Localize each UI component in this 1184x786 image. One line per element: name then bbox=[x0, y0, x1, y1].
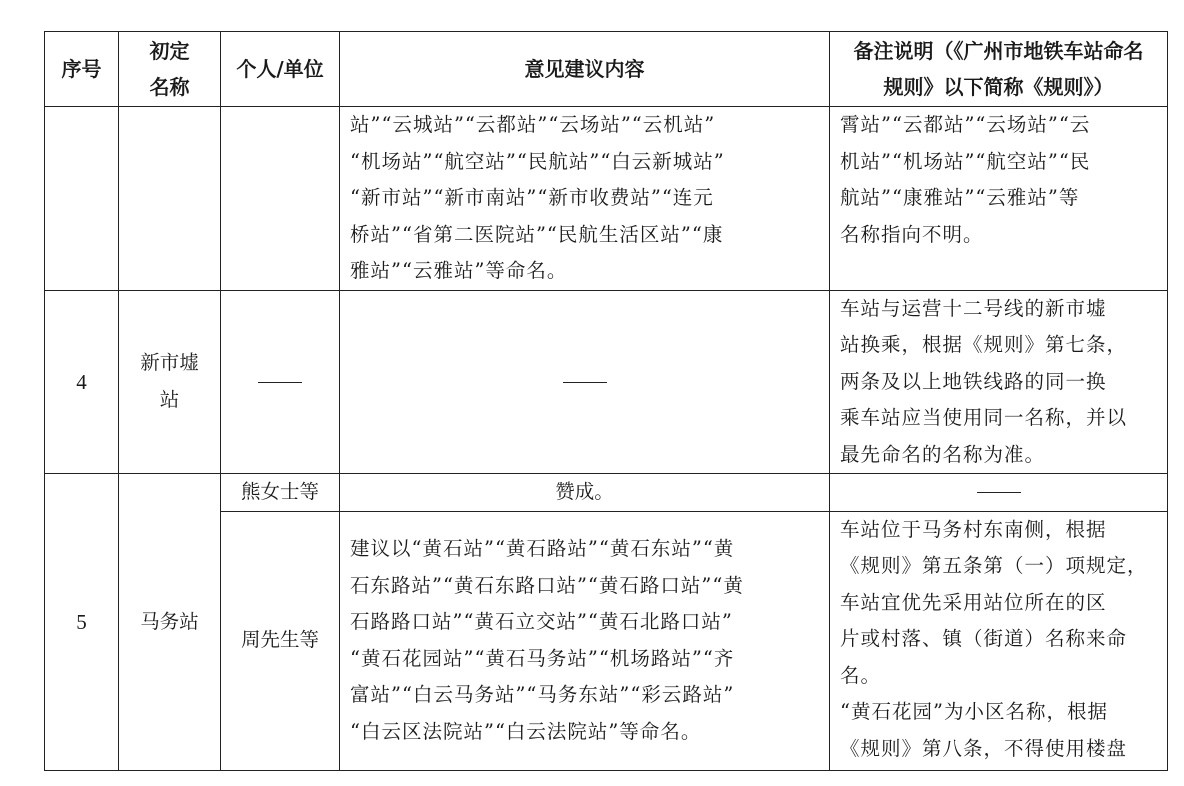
cell-person: 熊女士等 bbox=[221, 474, 340, 512]
opinion-table bbox=[44, 31, 1168, 771]
cell-note bbox=[830, 511, 1168, 770]
table-row bbox=[45, 107, 1168, 291]
opinion-line: “新市站”“新市南站”“新市收费站”“连元 bbox=[350, 186, 714, 209]
cell-opinion: 赞成。 bbox=[340, 474, 830, 512]
cell-opinion bbox=[340, 107, 830, 291]
cell-person: 周先生等 bbox=[221, 511, 340, 770]
header-note-line1: 备注说明（《广州市地铁车站命名 bbox=[853, 39, 1144, 63]
note-line: 《规则》第八条，不得使用楼盘 bbox=[840, 736, 1128, 760]
note-line: “黄石花园”为小区名称，根据 bbox=[840, 700, 1108, 723]
opinion-line: 雅站”“云雅站”等命名。 bbox=[350, 259, 568, 282]
cell-note bbox=[830, 107, 1168, 291]
cell-note bbox=[830, 290, 1168, 474]
dash-placeholder bbox=[258, 382, 302, 383]
header-name-line1: 初定 bbox=[149, 39, 190, 63]
header-name-line2: 名称 bbox=[149, 75, 190, 99]
cell-note bbox=[830, 474, 1168, 512]
note-line: 乘车站应当使用同一名称，并以 bbox=[840, 406, 1128, 429]
note-line: 两条及以上地铁线路的同一换 bbox=[840, 369, 1107, 393]
cell-person bbox=[221, 107, 340, 291]
note-line: 霄站”“云都站”“云场站”“云 bbox=[840, 113, 1091, 136]
cell-seq bbox=[45, 107, 119, 291]
header-seq: 序号 bbox=[45, 32, 119, 107]
cell-opinion bbox=[340, 290, 830, 474]
header-name bbox=[119, 32, 221, 107]
note-line: 车站与运营十二号线的新市墟 bbox=[840, 296, 1107, 320]
note-line: 航站”“康雅站”“云雅站”等 bbox=[840, 186, 1080, 209]
note-line: 名。 bbox=[840, 663, 882, 687]
dash-placeholder bbox=[563, 382, 607, 383]
opinion-line: 石东路站”“黄石东路口站”“黄石路口站”“黄 bbox=[350, 573, 744, 597]
table-row bbox=[45, 290, 1168, 474]
note-line: 名称指向不明。 bbox=[840, 222, 984, 246]
table-row bbox=[45, 474, 1168, 512]
opinion-line: 站”“云城站”“云都站”“云场站”“云机站” bbox=[350, 113, 716, 136]
dash-placeholder bbox=[977, 492, 1021, 493]
opinion-line: “黄石花园站”“黄石马务站”“机场路站”“齐 bbox=[350, 646, 735, 670]
cell-seq: 4 bbox=[45, 290, 119, 474]
opinion-line: 建议以“黄石站”“黄石路站”“黄石东站”“黄 bbox=[350, 537, 735, 560]
cell-person bbox=[221, 290, 340, 474]
opinion-line: “机场站”“航空站”“民航站”“白云新城站” bbox=[350, 149, 725, 173]
note-line: 机站”“机场站”“航空站”“民 bbox=[840, 149, 1091, 173]
header-person: 个人/单位 bbox=[221, 32, 340, 107]
note-line: 最先命名的名称为准。 bbox=[840, 442, 1046, 466]
name-line1: 新市墟 bbox=[140, 351, 199, 375]
cell-opinion bbox=[340, 511, 830, 770]
header-row bbox=[45, 32, 1168, 107]
note-line: 车站位于马务村东南侧，根据 bbox=[840, 517, 1107, 541]
header-note-line2: 规则》以下简称《规则》） bbox=[883, 75, 1114, 99]
cell-name bbox=[119, 290, 221, 474]
note-line: 片或村落、镇（街道）名称来命 bbox=[840, 627, 1128, 650]
header-note bbox=[830, 32, 1168, 107]
header-opinion: 意见建议内容 bbox=[340, 32, 830, 107]
cell-name: 马务站 bbox=[119, 474, 221, 771]
note-line: 车站宜优先采用站位所在的区 bbox=[840, 590, 1107, 614]
opinion-line: 桥站”“省第二医院站”“民航生活区站”“康 bbox=[350, 222, 724, 246]
opinion-line: 石路路口站”“黄石立交站”“黄石北路口站” bbox=[350, 610, 733, 633]
opinion-line: “白云区法院站”“白云法院站”等命名。 bbox=[350, 719, 702, 743]
cell-name bbox=[119, 107, 221, 291]
cell-seq: 5 bbox=[45, 474, 119, 771]
name-line2: 站 bbox=[159, 387, 180, 411]
note-line: 站换乘，根据《规则》第七条， bbox=[840, 333, 1128, 356]
note-line: 《规则》第五条第（一）项规定， bbox=[840, 554, 1148, 577]
opinion-line: 富站”“白云马务站”“马务东站”“彩云路站” bbox=[350, 683, 735, 706]
